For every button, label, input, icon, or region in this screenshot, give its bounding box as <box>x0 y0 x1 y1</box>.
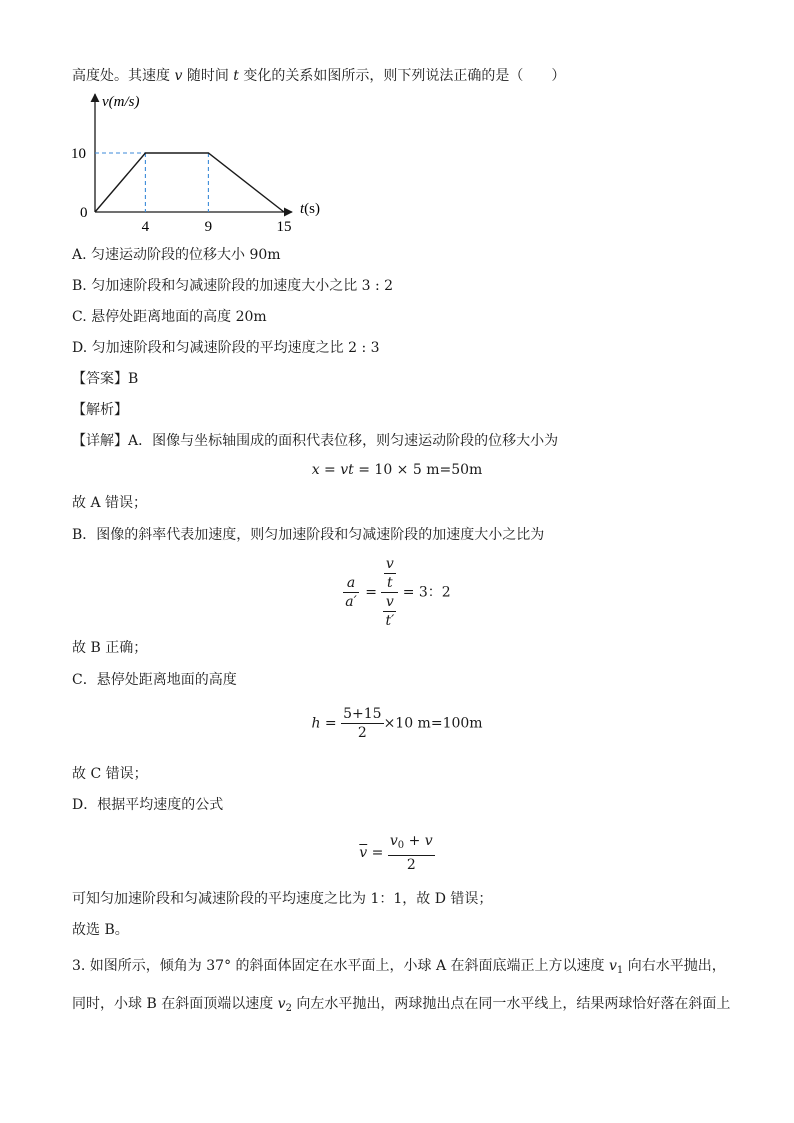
question-3-line-2: 同时，小球 B 在斜面顶端以速度 $v_2$ 向左水平抛出，两球抛出点在同一水平线上，结果两球恰好落在斜面上 <box>72 996 731 1014</box>
x-tick-15: 15 <box>276 219 292 235</box>
final-answer: 故选 B。 <box>72 922 129 938</box>
detail-a-text: 【详解】A．图像与坐标轴围成的面积代表位移，则匀速运动阶段的位移大小为 <box>72 433 559 449</box>
option-a: A. 匀速运动阶段的位移大小 90m <box>72 247 281 263</box>
detail-b-result: 故 B 正确； <box>72 640 148 656</box>
detail-c-text: C．悬停处距离地面的高度 <box>72 672 237 688</box>
equation-a: x = vt = 10 × 5 m=50m <box>311 462 483 478</box>
x-axis-label: t(s) <box>300 201 320 217</box>
option-b: B. 匀加速阶段和匀减速阶段的加速度大小之比 3 : 2 <box>72 278 394 294</box>
equation-d: $\overline{v}$ = $\frac{v_0 + v}{2}$ <box>359 833 433 873</box>
detail-c-result: 故 C 错误； <box>72 766 148 782</box>
analysis-label: 【解析】 <box>72 402 128 418</box>
velocity-curve <box>95 153 284 212</box>
y-tick-10: 10 <box>71 146 86 162</box>
question-3-line-1: 3. 如图所示，倾角为 37° 的斜面体固定在水平面上，小球 A 在斜面底端正上方以速度 $v_1$ 向右水平抛出， <box>72 958 726 976</box>
option-c: C. 悬停处距离地面的高度 20m <box>72 309 267 325</box>
detail-b-text: B．图像的斜率代表加速度，则匀加速阶段和匀减速阶段的加速度大小之比为 <box>72 527 545 543</box>
dashed-guides <box>95 153 208 212</box>
x-tick-9: 9 <box>204 219 213 235</box>
detail-d-text: D．根据平均速度的公式 <box>72 797 224 813</box>
origin-label: 0 <box>80 205 88 221</box>
detail-d-result: 可知匀加速阶段和匀减速阶段的平均速度之比为 1：1，故 D 错误； <box>72 891 493 907</box>
option-d: D. 匀加速阶段和匀减速阶段的平均速度之比 2 : 3 <box>72 340 380 356</box>
detail-a-result: 故 A 错误； <box>72 495 148 511</box>
equation-b: $\frac{a}{a'}$ = $\frac{\frac{v}{t}}{\frac{v}{t'}}$ = 3：2 <box>345 556 451 629</box>
x-tick-4: 4 <box>141 219 150 235</box>
velocity-time-graph <box>60 88 390 238</box>
question-intro: 高度处。其速度 v 随时间 t 变化的关系如图所示，则下列说法正确的是（ ） <box>72 68 566 84</box>
y-axis-label: v(m/s) <box>102 94 140 110</box>
equation-c: h = $\frac{5+15}{2}$ ×10 m=100m <box>311 706 483 741</box>
answer-line: 【答案】B <box>72 371 139 387</box>
